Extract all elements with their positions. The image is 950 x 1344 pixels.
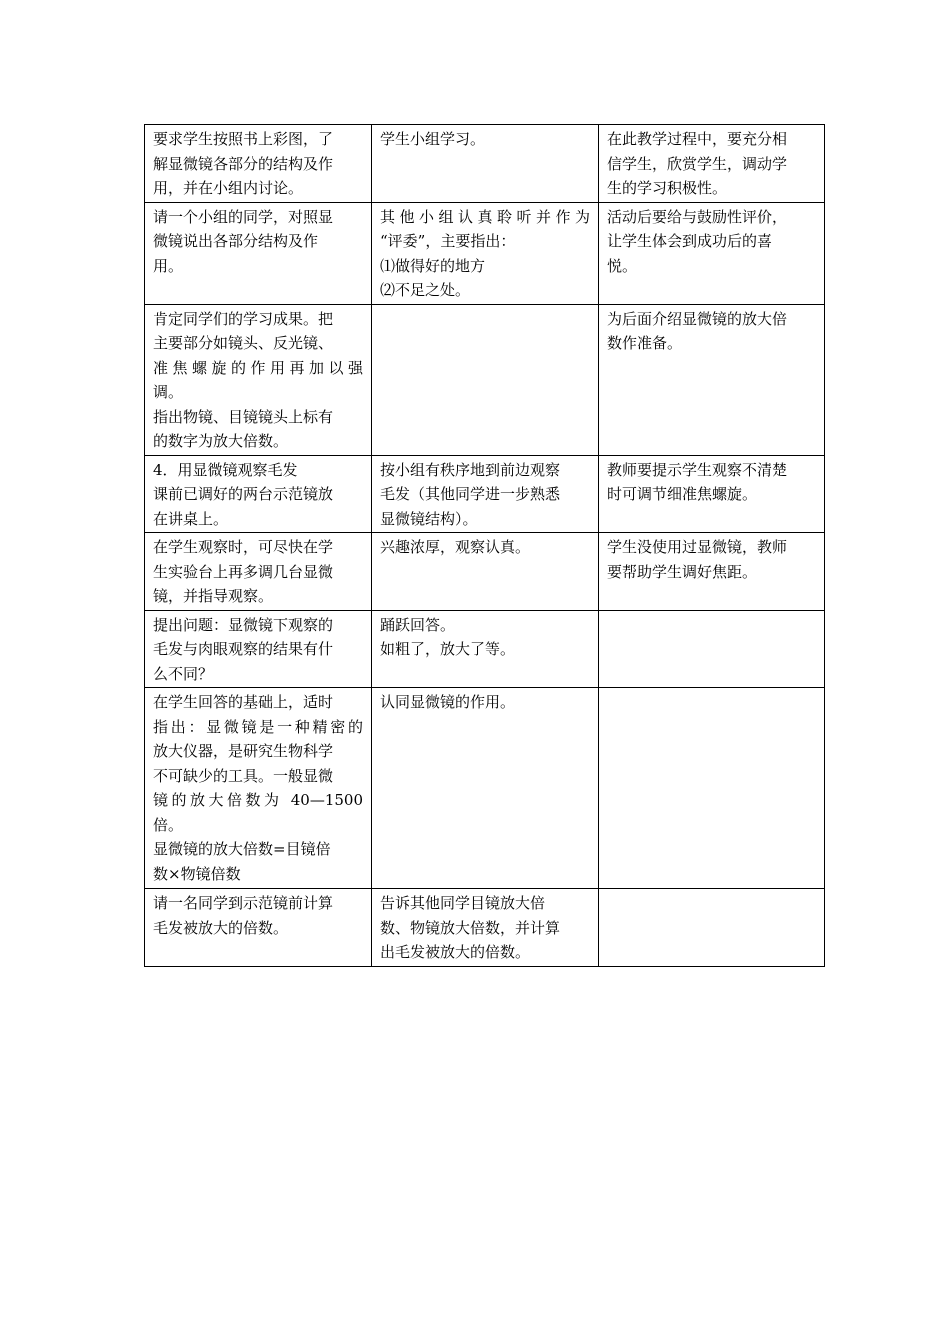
- table-row: [145, 688, 825, 889]
- cell-text-line: 毛发被放大的倍数。: [153, 918, 289, 937]
- design-intent-cell: [599, 455, 825, 533]
- lesson-plan-table: [144, 124, 825, 967]
- teacher-activity-cell: [145, 688, 372, 889]
- cell-text-line: 生的学习积极性。: [607, 179, 728, 197]
- design-intent-cell: [599, 202, 825, 304]
- cell-text-line: 解显微镜各部分的结构及作: [153, 154, 334, 173]
- cell-text-line: 数作准备。: [607, 334, 683, 352]
- cell-text-line: 兴趣浓厚，观察认真。: [380, 538, 531, 556]
- cell-text-line: 毛发与肉眼观察的结果有什: [153, 640, 334, 658]
- cell-text-line: 主要部分如镜头、反光镜、: [153, 334, 334, 352]
- cell-text-line: 提出问题：显微镜下观察的: [153, 615, 334, 634]
- cell-text-line: 时可调节细准焦螺旋。: [607, 485, 758, 503]
- cell-text-line: 微镜说出各部分结构及作: [153, 232, 319, 250]
- cell-text-line: 在学生回答的基础上，适时: [153, 693, 334, 711]
- cell-text-line: 要帮助学生调好焦距。: [607, 562, 758, 581]
- cell-text-line: 放大仪器，是研究生物科学: [153, 742, 334, 760]
- cell-text-line: 肯定同学们的学习成果。把: [153, 309, 334, 328]
- cell-text-line: 要求学生按照书上彩图，了: [153, 130, 334, 148]
- cell-text-line: 让学生体会到成功后的喜: [607, 232, 773, 250]
- cell-text-line: 镜，并指导观察。: [153, 587, 274, 605]
- cell-text-line: 镜的放大倍数为 40—1500: [153, 791, 363, 809]
- student-activity-cell: [372, 125, 599, 203]
- design-intent-cell: [599, 688, 825, 889]
- cell-text-line: “评委”，主要指出：: [380, 232, 516, 250]
- cell-text-line: 学生没使用过显微镜，教师: [607, 538, 788, 556]
- table-row: [145, 455, 825, 533]
- cell-text-line: 数×物镜倍数: [153, 864, 241, 883]
- cell-text-line: 指出：显微镜是一种精密的: [153, 717, 363, 736]
- design-intent-cell: [599, 304, 825, 455]
- cell-text-line: 悦。: [607, 256, 638, 275]
- cell-text-line: 告诉其他同学目镜放大倍: [380, 894, 546, 912]
- cell-text-line: 如粗了，放大了等。: [380, 640, 516, 658]
- student-activity-cell: [372, 202, 599, 304]
- cell-text-line: 数、物镜放大倍数，并计算: [380, 918, 561, 937]
- cell-text-line: 用，并在小组内讨论。: [153, 179, 304, 197]
- table-row: [145, 304, 825, 455]
- teacher-activity-cell: [145, 125, 372, 203]
- cell-text-line: 指出物镜、目镜镜头上标有: [153, 407, 334, 426]
- cell-text-line: 认同显微镜的作用。: [380, 693, 516, 711]
- cell-text-line: 显微镜结构）。: [380, 509, 478, 528]
- teacher-activity-cell: [145, 455, 372, 533]
- teacher-activity-cell: [145, 533, 372, 611]
- cell-text-line: 调。: [153, 383, 184, 401]
- cell-text-line: 的数字为放大倍数。: [153, 432, 289, 450]
- table-row: [145, 610, 825, 688]
- cell-text-line: 不可缺少的工具。一般显微: [153, 766, 334, 785]
- cell-text-line: 在此教学过程中，要充分相: [607, 130, 788, 148]
- student-activity-cell: [372, 889, 599, 967]
- cell-text-line: 么不同？: [153, 664, 214, 683]
- cell-text-line: 其他小组认真聆听并作为: [380, 207, 590, 226]
- cell-text-line: 请一名同学到示范镜前计算: [153, 894, 334, 912]
- student-activity-cell: [372, 304, 599, 455]
- teacher-activity-cell: [145, 202, 372, 304]
- design-intent-cell: [599, 889, 825, 967]
- lesson-plan-table-body: [145, 125, 825, 967]
- student-activity-cell: [372, 533, 599, 611]
- cell-text-line: 请一个小组的同学，对照显: [153, 207, 334, 226]
- cell-text-line: 准焦螺旋的作用再加以强: [153, 358, 363, 377]
- cell-text-line: 为后面介绍显微镜的放大倍: [607, 309, 788, 328]
- cell-text-line: 课前已调好的两台示范镜放: [153, 485, 334, 503]
- cell-text-line: 学生小组学习。: [380, 130, 486, 148]
- cell-text-line: 用。: [153, 256, 184, 275]
- cell-text-line: 教师要提示学生观察不清楚: [607, 460, 788, 479]
- design-intent-cell: [599, 533, 825, 611]
- cell-text-line: 按小组有秩序地到前边观察: [380, 460, 561, 479]
- cell-text-line: 出毛发被放大的倍数。: [380, 943, 531, 961]
- cell-text-line: 4．用显微镜观察毛发: [153, 460, 298, 479]
- cell-text-line: 信学生，欣赏学生，调动学: [607, 154, 788, 173]
- cell-text-line: ⑴做得好的地方: [380, 256, 486, 275]
- cell-text-line: 显微镜的放大倍数=目镜倍: [153, 840, 331, 858]
- table-row: [145, 533, 825, 611]
- cell-text-line: 生实验台上再多调几台显微: [153, 562, 334, 581]
- teacher-activity-cell: [145, 889, 372, 967]
- student-activity-cell: [372, 688, 599, 889]
- design-intent-cell: [599, 125, 825, 203]
- table-row: [145, 125, 825, 203]
- cell-text-line: ⑵不足之处。: [380, 281, 471, 299]
- design-intent-cell: [599, 610, 825, 688]
- teacher-activity-cell: [145, 304, 372, 455]
- cell-text-line: 踊跃回答。: [380, 615, 456, 634]
- cell-text-line: 倍。: [153, 815, 184, 834]
- cell-text-line: 活动后要给与鼓励性评价，: [607, 207, 788, 226]
- cell-text-line: 在讲桌上。: [153, 509, 229, 528]
- table-row: [145, 202, 825, 304]
- table-row: [145, 889, 825, 967]
- student-activity-cell: [372, 455, 599, 533]
- teacher-activity-cell: [145, 610, 372, 688]
- cell-text-line: 毛发（其他同学进一步熟悉: [380, 485, 561, 503]
- student-activity-cell: [372, 610, 599, 688]
- cell-text-line: 在学生观察时，可尽快在学: [153, 538, 334, 556]
